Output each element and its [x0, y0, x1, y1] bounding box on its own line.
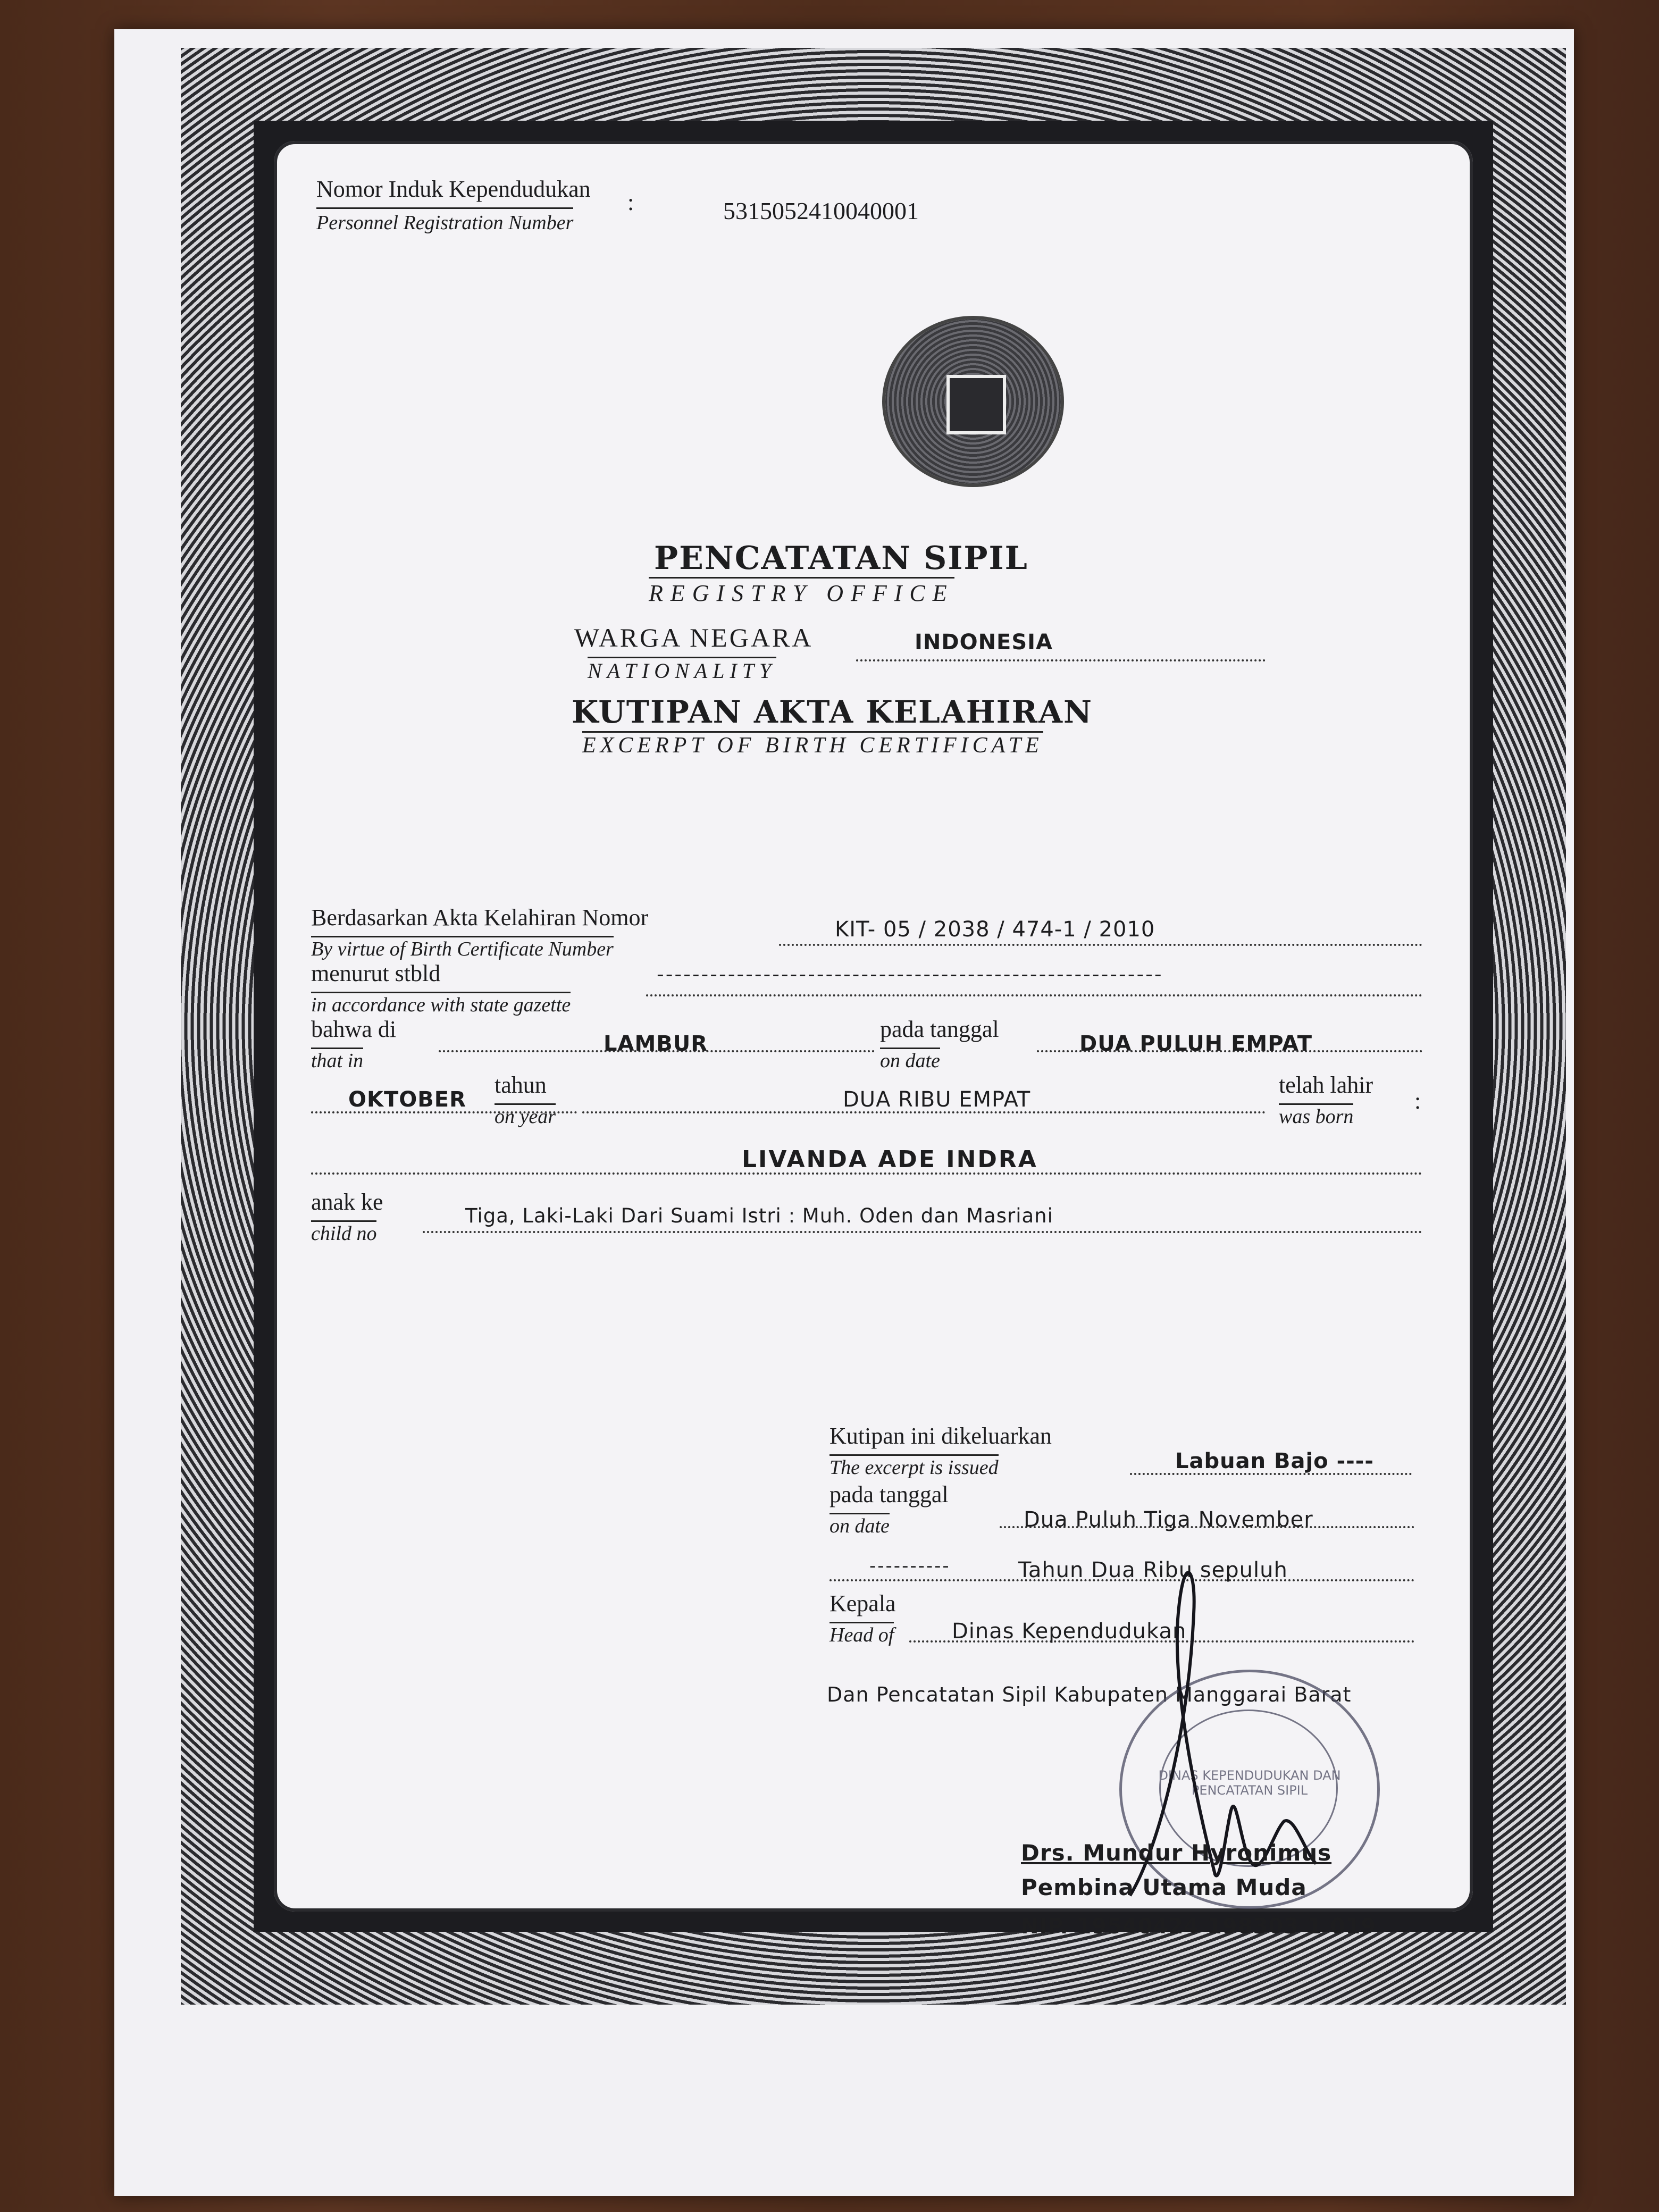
signatory-name: Drs. Mundur Hyronimus [1021, 1840, 1332, 1866]
born-label: telah lahir [1279, 1072, 1373, 1098]
nik-colon: : [627, 189, 634, 215]
birth-month-value: OKTOBER [348, 1087, 466, 1112]
birth-year-value: DUA RIBU EMPAT [843, 1087, 1031, 1112]
nationality-value: INDONESIA [915, 630, 1053, 655]
child-no-value: Tiga, Laki-Laki Dari Suami Istri : Muh. Oden dan Masriani [465, 1204, 1053, 1227]
child-name-value: LIVANDA ADE INDRA [742, 1146, 1038, 1173]
cert-number-value: KIT- 05 / 2038 / 474-1 / 2010 [835, 917, 1155, 942]
office-title-en: REGISTRY OFFICE [649, 577, 954, 607]
child-no-dots [423, 1231, 1422, 1233]
birth-date-value: DUA PULUH EMPAT [1079, 1032, 1312, 1056]
nik-value: 5315052410040001 [723, 197, 919, 224]
year-label-en: on year [495, 1103, 556, 1128]
place-label-en: that in [311, 1048, 363, 1073]
place-label: bahwa di [311, 1016, 397, 1042]
nationality-label-en: NATIONALITY [588, 657, 776, 683]
place-value: LAMBUR [604, 1032, 708, 1056]
certificate-paper [114, 29, 1574, 2196]
document-title: KUTIPAN AKTA KELAHIRAN [572, 694, 1093, 730]
head-office-value: Dinas Kependudukan [952, 1619, 1187, 1644]
issue-date-label-en: on date [830, 1513, 890, 1538]
cert-number-dots [779, 944, 1422, 946]
signatory-rank: Pembina Utama Muda [1021, 1874, 1307, 1900]
shield-icon [946, 375, 1006, 434]
stamp-text: DINAS KEPENDUDUKAN DAN PENCATATAN SIPIL [1158, 1768, 1341, 1798]
birth-date-label-en: on date [880, 1048, 940, 1073]
birth-date-label: pada tanggal [880, 1016, 999, 1042]
nik-label-en: Personnel Registration Number [316, 207, 573, 234]
issue-date-value: Dua Puluh Tiga November [1024, 1507, 1313, 1532]
issued-label-en: The excerpt is issued [830, 1454, 999, 1479]
child-no-label-en: child no [311, 1220, 376, 1245]
head-office-value-2: Dan Pencatatan Sipil Kabupaten Manggarai Barat [827, 1683, 1352, 1706]
cert-number-label: Berdasarkan Akta Kelahiran Nomor [311, 904, 649, 931]
stbld-value: --------------------------------------------------------- [657, 962, 1163, 986]
born-label-en: was born [1279, 1103, 1353, 1128]
nik-label: Nomor Induk Kependudukan [316, 176, 591, 202]
stbld-dots [646, 994, 1422, 996]
head-label: Kepala [830, 1590, 896, 1616]
office-title: PENCATATAN SIPIL [654, 540, 1028, 577]
head-label-en: Head of [830, 1622, 894, 1647]
cert-number-label-en: By virtue of Birth Certificate Number [311, 936, 614, 961]
issue-year-prefix: ---------- [869, 1555, 951, 1577]
child-no-label: anak ke [311, 1189, 383, 1215]
nationality-dots [856, 659, 1266, 661]
issued-label: Kutipan ini dikeluarkan [830, 1423, 1052, 1449]
issue-year-value: Tahun Dua Ribu sepuluh [1018, 1558, 1288, 1582]
signatory-nip: NIP. 19540424 198303 1 019 [1021, 1914, 1377, 1939]
stbld-label-en: in accordance with state gazette [311, 992, 571, 1017]
nationality-label: WARGA NEGARA [574, 623, 814, 652]
issued-place-value: Labuan Bajo ---- [1175, 1449, 1374, 1473]
document-title-en: EXCERPT OF BIRTH CERTIFICATE [582, 731, 1043, 758]
born-colon: : [1414, 1088, 1421, 1114]
issue-date-label: pada tanggal [830, 1481, 949, 1507]
year-label: tahun [495, 1072, 547, 1098]
garuda-emblem-icon [885, 319, 1061, 484]
stbld-label: menurut stbld [311, 960, 441, 986]
